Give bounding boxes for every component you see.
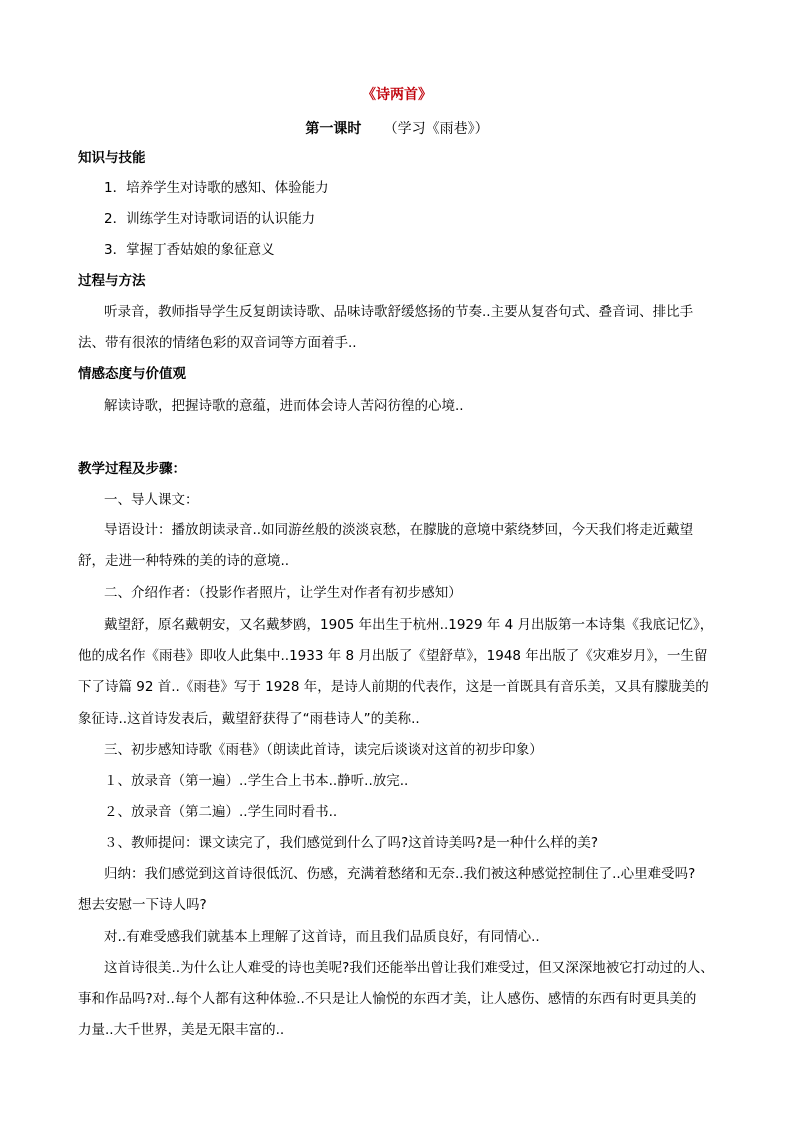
heading-knowledge-skills: 知识与技能 xyxy=(78,150,146,166)
paragraph-line: 力量..大千世界，美是无限丰富的.. xyxy=(78,1022,285,1038)
paragraph-line: 法、带有很浓的情绪色彩的双音词等方面着手.. xyxy=(78,335,357,351)
paragraph-line: 戴望舒，原名戴朝安，又名戴梦鸥，1905 年出生于杭州..1929 年 4 月出版第一本诗集《我底记忆》， xyxy=(104,617,714,633)
paragraph-line: 想去安慰一下诗人吗? xyxy=(78,897,207,913)
list-item: 2．训练学生对诗歌词语的认识能力 xyxy=(104,211,316,227)
paragraph-line: 三、初步感知诗歌《雨巷》（朗读此首诗，读完后谈谈对这首的初步印象） xyxy=(104,742,543,758)
heading-process-methods: 过程与方法 xyxy=(78,273,146,289)
paragraph-line: 象征诗..这首诗发表后，戴望舒获得了“雨巷诗人”的美称.. xyxy=(78,711,420,727)
paragraph-line: 听录音，教师指导学生反复朗读诗歌、品味诗歌舒缓悠扬的节奏..主要从复沓句式、叠音词、排比手 xyxy=(104,304,694,320)
doc-subtitle xyxy=(0,118,794,138)
heading-teaching-process: 教学过程及步骤： xyxy=(78,461,186,477)
paragraph-line: 对..有难受感我们就基本上理解了这首诗，而且我们品质良好，有同情心.. xyxy=(104,929,540,945)
paragraph-line: 舒，走进一种特殊的美的诗的意境.. xyxy=(78,553,290,569)
paragraph-line: ３、教师提问：课文读完了，我们感觉到什么了吗?这首诗美吗?是一种什么样的美? xyxy=(104,835,598,851)
subtitle-topic: （学习《雨巷》） xyxy=(383,121,489,137)
subtitle-lesson: 第一课时 xyxy=(305,121,362,137)
paragraph-line: 一、导人课文： xyxy=(104,492,199,508)
list-item: 3．掌握丁香姑娘的象征意义 xyxy=(104,242,275,258)
paragraph-line: 二、介绍作者：（投影作者照片，让学生对作者有初步感知） xyxy=(104,585,462,601)
paragraph-line: 归纳：我们感觉到这首诗很低沉、伤感，充满着愁绪和无奈..我们被这种感觉控制住了..心里难受吗? xyxy=(104,866,696,882)
paragraph-line: 下了诗篇 92 首..《雨巷》写于 1928 年，是诗人前期的代表作，这是一首既具有音乐美，又具有朦胧美的 xyxy=(78,679,709,695)
paragraph-line: 导语设计：播放朗读录音..如同游丝般的淡淡哀愁，在朦胧的意境中萦绕梦回，今天我们将走近戴望 xyxy=(104,522,694,538)
paragraph-line: 这首诗很美..为什么让人难受的诗也美呢?我们还能举出曾让我们难受过，但又深深地被它打动过的人、 xyxy=(104,960,714,976)
paragraph-line: ２、放录音（第二遍）..学生同时看书.. xyxy=(104,804,338,820)
paragraph-line: １、放录音（第一遍）..学生合上书本..静听..放完.. xyxy=(104,773,409,789)
paragraph-line: 他的成名作《雨巷》即收人此集中..1933 年 8 月出版了《望舒草》，1948 年出版了《灾难岁月》，一生留 xyxy=(78,648,708,664)
heading-emotion-values: 情感态度与价值观 xyxy=(78,366,186,382)
doc-title: 《诗两首》 xyxy=(362,87,432,103)
paragraph-line: 事和作品吗?对..每个人都有这种体验..不只是让人愉悦的东西才美，让人感伤、感情的东西有时更具美的 xyxy=(78,991,697,1007)
list-item: 1．培养学生对诗歌的感知、体验能力 xyxy=(104,180,329,196)
paragraph-line: 解读诗歌，把握诗歌的意蕴，进而体会诗人苦闷彷徨的心境.. xyxy=(104,398,464,414)
